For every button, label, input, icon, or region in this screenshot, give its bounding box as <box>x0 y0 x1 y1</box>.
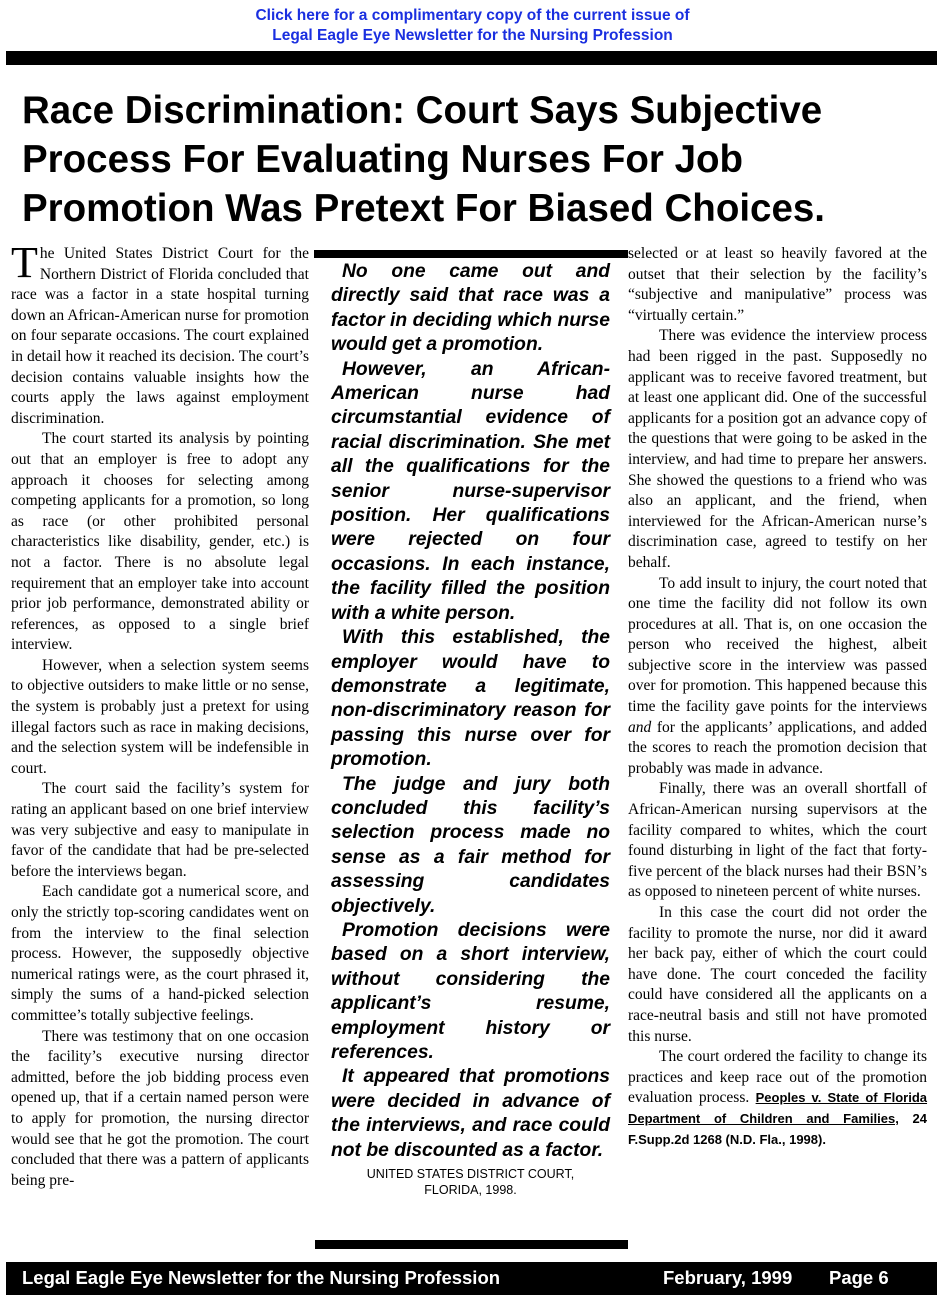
pull-quote-paragraph-2: However, an African-American nurse had circumstantial evidence of racial discrimination. She met all the qualifications for the senior nurse-supervisor position. Her qualifications were rejected on four occasions. In each instance, the facility filled the position with a white person. <box>331 358 610 624</box>
right-paragraph-3-text: To add insult to injury, the court noted that one time the facility did not follow its own procedures at all. That is, on one occasion the person who received the highest, albeit subjective score in the interview was passed over for promotion. This happened because this time the facility gave points for the interviews <box>628 574 927 716</box>
right-paragraph-6 <box>628 1047 927 1150</box>
right-paragraph-5: In this case the court did not order the facility to promote the nurse, nor did it award her back pay, either of which the court could have done. The court conceded the facility could have considered all the applicants on a race-neutral basis and still not have promoted this nurse. <box>628 904 927 1045</box>
pull-quote-top-rule <box>314 250 628 258</box>
emphasis-and: and <box>628 718 652 736</box>
case-citation-reference: 24 F.Supp.2d 1268 (N.D. Fla., 1998). <box>628 1110 927 1147</box>
right-column <box>628 244 927 1150</box>
article-headline: Race Discrimination: Court Says Subjective Process For Evaluating Nurses For Job Promotion Was Pretext For Biased Choices. <box>22 89 825 230</box>
left-paragraph-1-text: he United States District Court for the Northern District of Florida concluded that race was a factor in a state hospital turning down an African-American nurse for promotion on four separate occasions. The court explained in detail how it reached its decision. The court’s decision contains valuable insights how the courts apply the laws against employment discrimination. <box>11 245 309 427</box>
pull-quote-paragraph-4: The judge and jury both concluded this facility’s selection process made no sense as a fair method for assessing candidates objectively. <box>331 773 610 917</box>
pull-quote-source-line-2: FLORIDA, 1998. <box>424 1183 517 1198</box>
left-paragraph-3: However, when a selection system seems to objective outsiders to make little or no sense, the system is probably just a pretext for using illegal factors such as race in making decisions, and the selection system will be indefensible in court. <box>11 656 309 777</box>
promo-line-2[interactable]: Legal Eagle Eye Newsletter for the Nursing Profession <box>272 27 673 44</box>
footer-date: February, 1999 <box>663 1267 793 1288</box>
right-paragraph-2: There was evidence the interview process had been rigged in the past. Supposedly no applicant was to receive favored treatment, but at least one applicant did. One of the successful applicants for a position got an advance copy of the questions that were going to be asked in the interview, and had time to prepare her answers. She showed the questions to a friend who was also an applicant, and the friend, when interviewed for the African-American nurse’s discrimination case, agreed to testify on her behalf. <box>628 327 927 571</box>
pull-quote-paragraph-1: No one came out and directly said that race was a factor in deciding which nurse would get a promotion. <box>331 261 610 356</box>
left-column <box>11 238 309 1191</box>
footer-page-number: Page 6 <box>829 1267 889 1288</box>
left-paragraph-4: The court said the facility’s system for rating an applicant based on one brief interview was very subjective and easy to manipulate in favor of the candidate that had be pre-selected before the interviews began. <box>11 780 309 880</box>
case-citation-link[interactable]: Peoples v. State of Florida Department of Children and Families, <box>628 1090 928 1126</box>
pull-quote-paragraph-3: With this established, the employer would have to demonstrate a legitimate, non-discriminatory reason for passing this nurse over for promotion. <box>331 627 610 771</box>
promo-line-1[interactable]: Click here for a complimentary copy of the current issue of <box>255 7 690 24</box>
left-paragraph-1 <box>11 238 309 429</box>
right-paragraph-3 <box>628 574 927 780</box>
pull-quote-bottom-rule <box>315 1240 628 1249</box>
left-paragraph-6: There was testimony that on one occasion the facility’s executive nursing director admitted, before the job bidding process even opened up, that if a certain named person were to apply for promotion, the nursing director would see that he got the promotion. The court concluded that there was a pattern of applicants being pre- <box>11 1027 309 1189</box>
right-paragraph-4: Finally, there was an overall shortfall of African-American nursing supervisors at the facility compared to whites, which the court found disturbing in light of the fact that forty-five percent of the black nurses had their BSN’s as opposed to nineteen percent of white nurses. <box>628 780 927 901</box>
left-paragraph-2: The court started its analysis by pointing out that an employer is free to adopt any approach it chooses for selecting among competing applicants for a promotion, so long as race (or other prohibited personal characteristics like disability, gender, etc.) is not a factor. There is no absolute legal requirement that an employer take into account prior job performance, demonstrated ability or references, as opposed to a single brief interview. <box>11 430 309 654</box>
drop-cap: T <box>11 238 38 287</box>
pull-quote-paragraph-5: Promotion decisions were based on a short interview, without considering the applicant’s resume, employment history or references. <box>331 919 610 1063</box>
pull-quote <box>331 260 610 1198</box>
right-paragraph-3-tail: for the applicants’ applications, and added the scores to reach the promotion decision that probably was made in advance. <box>628 718 927 777</box>
pull-quote-source <box>331 1166 610 1198</box>
footer-bar <box>6 1262 937 1295</box>
left-paragraph-5: Each candidate got a numerical score, and only the strictly top-scoring candidates went on from the interview to the final selection process. However, the supposedly objective numerical ratings were, as the court phrased it, simply the sums of a hand-picked selection committee’s totally subjective feelings. <box>11 883 309 1024</box>
right-paragraph-1: selected or at least so heavily favored at the outset that their selection by the facility’s “subjective and manipulative” process was “virtually certain.” <box>628 245 927 324</box>
footer-publication: Legal Eagle Eye Newsletter for the Nursing Profession <box>22 1267 501 1288</box>
right-paragraph-6-text: The court ordered the facility to change its practices and keep race out of the promotion evaluation process. <box>628 1048 927 1107</box>
header-rule <box>6 51 937 65</box>
complimentary-issue-link[interactable] <box>0 6 945 46</box>
pull-quote-source-line-1: UNITED STATES DISTRICT COURT, <box>366 1167 575 1182</box>
pull-quote-paragraph-6: It appeared that promotions were decided in advance of the interviews, and race could not be discounted as a factor. <box>331 1066 610 1161</box>
